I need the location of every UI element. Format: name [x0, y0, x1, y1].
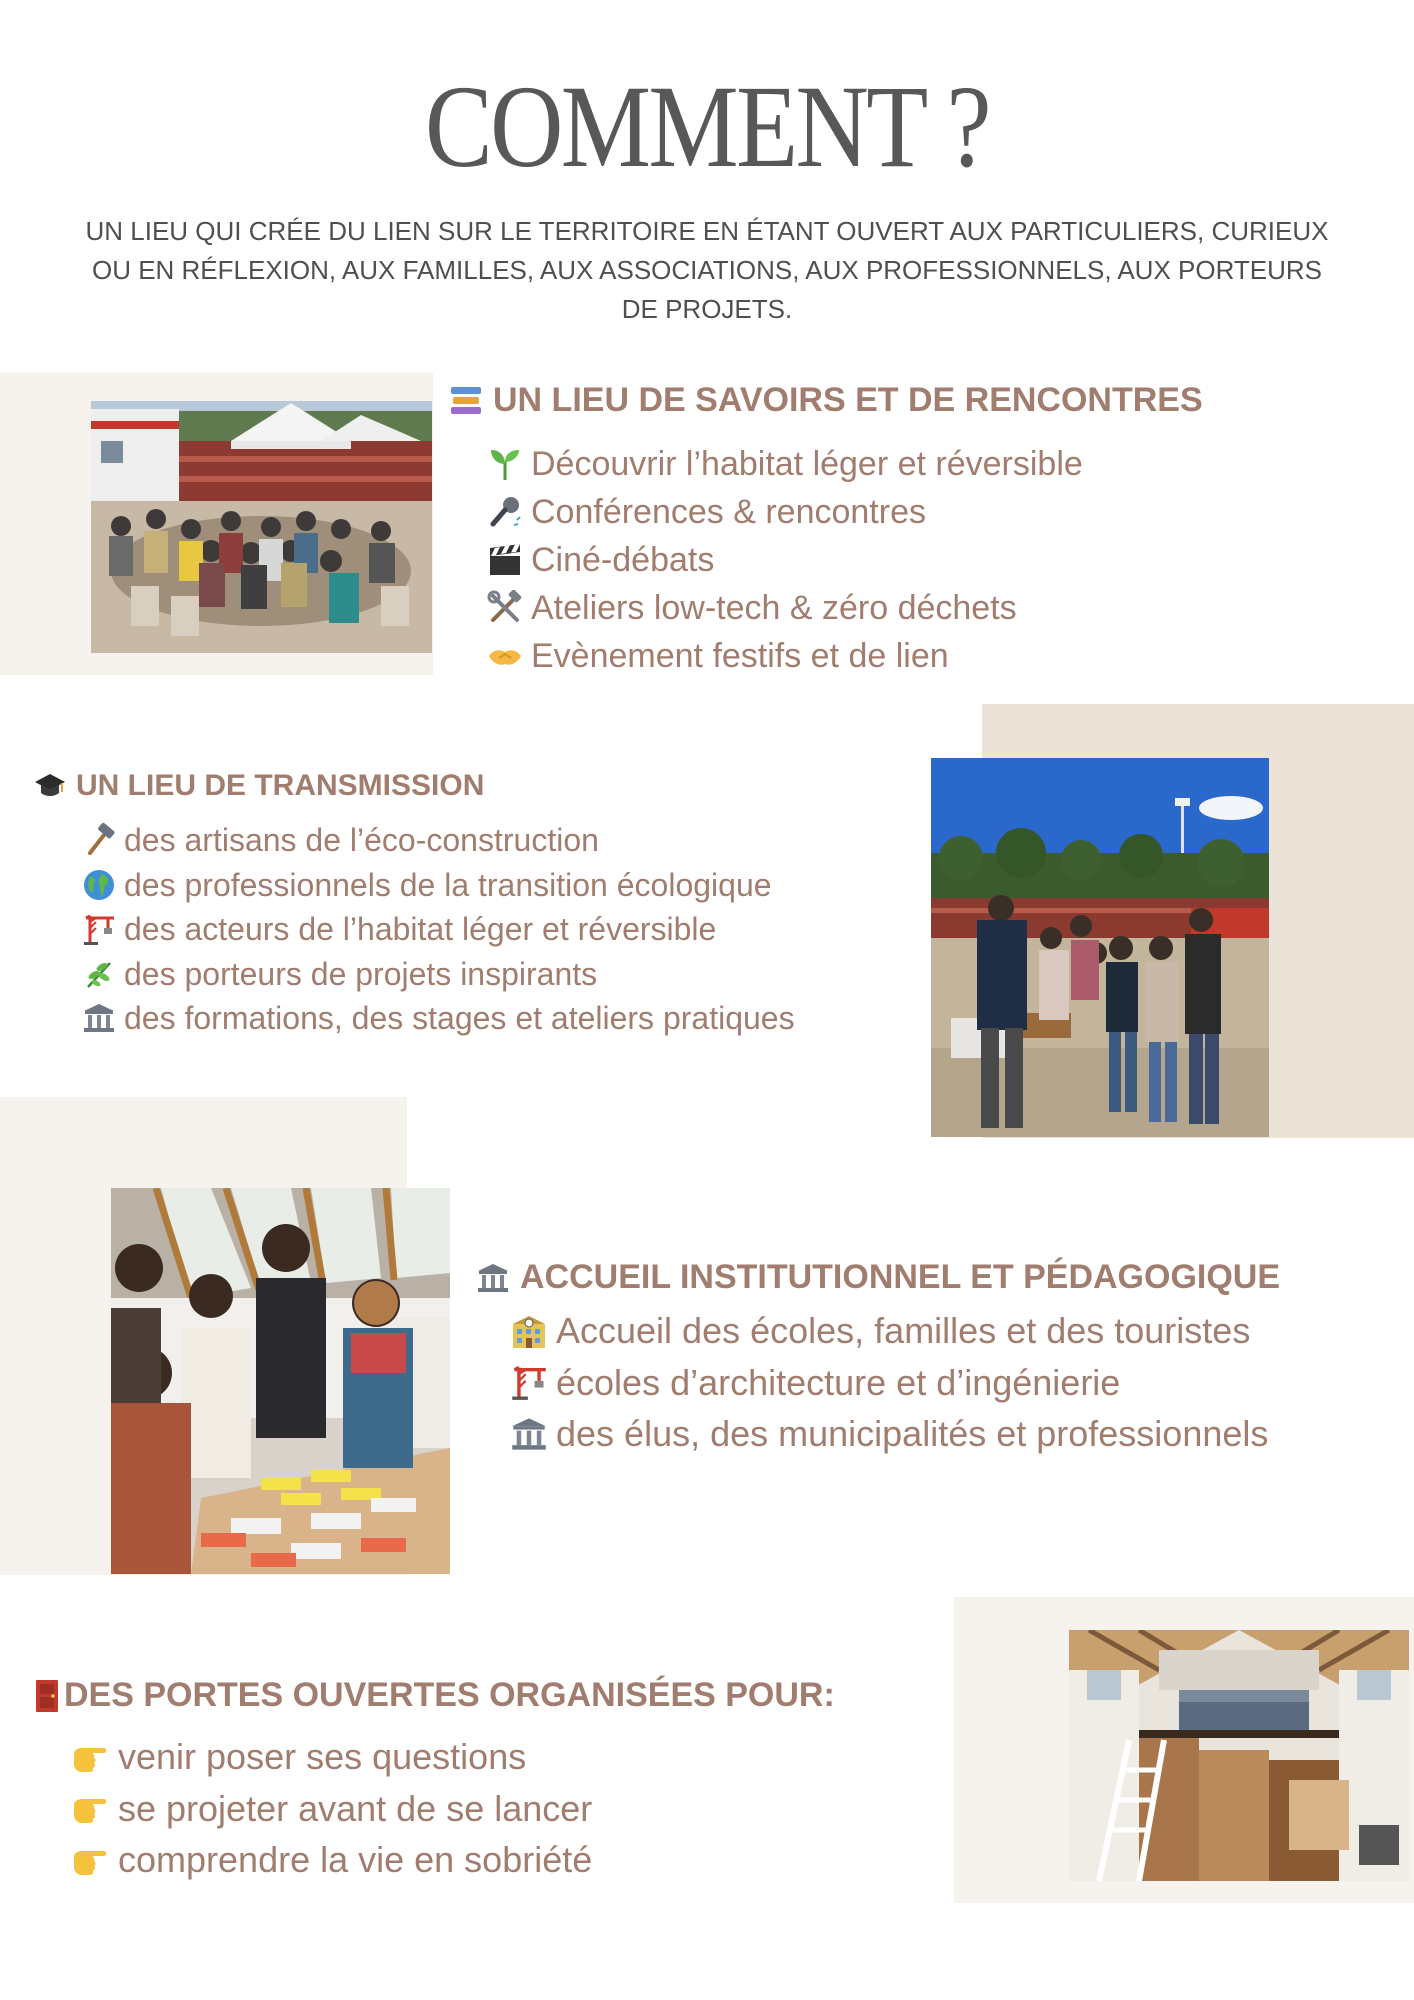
clapperboard-icon — [487, 542, 523, 578]
section-portes-heading — [34, 1676, 835, 1715]
hammer-icon — [82, 823, 116, 857]
microphone-icon — [487, 494, 523, 530]
globe-icon — [82, 868, 116, 902]
list-item: Conférences & rencontres — [487, 488, 1083, 536]
handshake-icon — [487, 638, 523, 674]
list-item: des artisans de l’éco-construction — [82, 818, 795, 863]
section-transmission-heading — [34, 769, 484, 803]
crane-icon — [510, 1363, 548, 1401]
list-item: se projeter avant de se lancer — [70, 1783, 592, 1835]
photo-indoor-workshop — [111, 1188, 450, 1574]
page-title: COMMENT ? — [424, 61, 990, 192]
section-portes-title: DES PORTES OUVERTES ORGANISÉES POUR: — [64, 1676, 835, 1714]
school-icon — [510, 1312, 548, 1350]
transmission-list — [82, 818, 795, 1041]
list-item: des élus, des municipalités et professionnels — [510, 1408, 1268, 1460]
list-item: venir poser ses questions — [70, 1731, 592, 1783]
graduation-cap-icon — [34, 770, 66, 802]
list-item: Ciné-débats — [487, 536, 1083, 584]
section-transmission-title: UN LIEU DE TRANSMISSION — [76, 769, 485, 802]
pointing-hand-icon — [70, 1843, 110, 1877]
tools-icon — [487, 590, 523, 626]
list-item: des acteurs de l’habitat léger et réversible — [82, 907, 795, 952]
classical-building-icon — [476, 1261, 510, 1295]
section-savoirs-heading — [449, 381, 1203, 420]
portes-list — [70, 1731, 592, 1886]
accueil-list — [510, 1305, 1268, 1460]
classical-building-icon — [82, 1001, 116, 1035]
classical-building-icon — [510, 1415, 548, 1453]
crane-icon — [82, 912, 116, 946]
section-accueil-heading — [476, 1258, 1280, 1297]
section-accueil-title: ACCUEIL INSTITUTIONNEL ET PÉDAGOGIQUE — [520, 1258, 1281, 1296]
pointing-hand-icon — [70, 1740, 110, 1774]
photo-outdoor-meeting — [91, 401, 432, 653]
list-item: des formations, des stages et ateliers pratiques — [82, 996, 795, 1041]
list-item: des professionnels de la transition écologique — [82, 863, 795, 908]
section-savoirs-title: UN LIEU DE SAVOIRS ET DE RENCONTRES — [493, 381, 1203, 419]
books-icon — [449, 384, 483, 418]
list-item: Découvrir l’habitat léger et réversible — [487, 440, 1083, 488]
door-icon — [34, 1678, 60, 1714]
pointing-hand-icon — [70, 1791, 110, 1825]
photo-tiny-house-interior — [1069, 1630, 1409, 1881]
photo-workshop-group — [931, 758, 1269, 1137]
list-item: Evènement festifs et de lien — [487, 632, 1083, 680]
list-item: Accueil des écoles, familles et des touristes — [510, 1305, 1268, 1357]
seedling-icon — [487, 446, 523, 482]
list-item: Ateliers low-tech & zéro déchets — [487, 584, 1083, 632]
savoirs-list — [487, 440, 1083, 680]
list-item: écoles d’architecture et d’ingénierie — [510, 1357, 1268, 1409]
herb-icon — [82, 957, 116, 991]
list-item: comprendre la vie en sobriété — [70, 1834, 592, 1886]
list-item: des porteurs de projets inspirants — [82, 952, 795, 997]
intro-text: UN LIEU QUI CRÉE DU LIEN SUR LE TERRITOIRE EN ÉTANT OUVERT AUX PARTICULIERS, CURIEUX OU EN RÉFLEXION, AUX FAMILLES, AUX ASSOCIATIONS, AUX PROFESSIONNELS, AUX PORTEURS DE PROJETS. — [85, 216, 1329, 324]
